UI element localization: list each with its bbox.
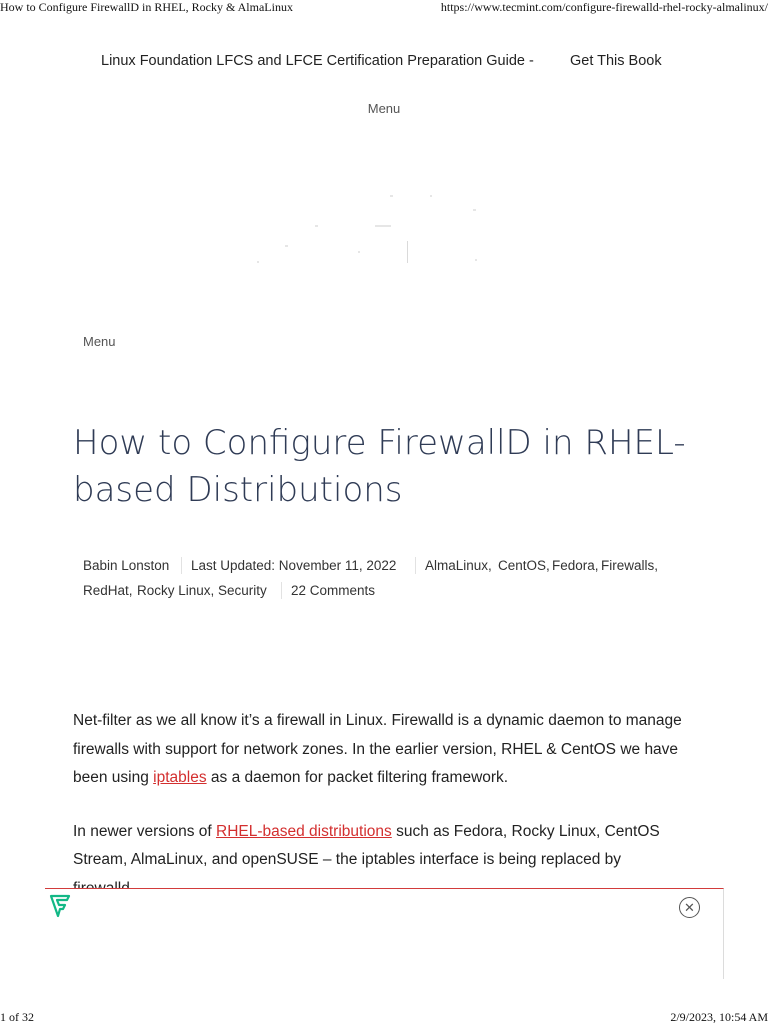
paragraph-text: such as Fedora, Rocky Linux, CentOS Stream, AlmaLinux, and openSUSE – the iptables interface is being replaced by xyxy=(73,822,660,868)
category-redhat[interactable]: RedHat, xyxy=(83,583,133,598)
category-firewalls[interactable]: Firewalls, xyxy=(601,558,659,573)
last-updated: Last Updated: November 11, 2022 xyxy=(191,558,397,573)
main-menu-toggle[interactable]: Menu xyxy=(83,334,116,349)
top-menu-toggle[interactable]: Menu xyxy=(367,101,401,116)
article-title: How to Configure FirewallD in RHEL-based Distributions xyxy=(73,423,686,510)
iptables-link[interactable]: iptables xyxy=(153,769,207,786)
sticky-ad-banner xyxy=(45,888,724,979)
paragraph-text: as a daemon for packet filtering framework. xyxy=(206,769,509,786)
print-page-title: How to Configure FirewallD in RHEL, Rocky & AlmaLinux xyxy=(0,0,293,14)
site-logo[interactable] xyxy=(255,185,485,270)
paragraph-text: Net-filter as we all know it’s a firewall in Linux. Firewalld is a dynamic daemon to manage firewalls with support for network zones. In the earlier version, RHEL & CentOS we have been using xyxy=(73,712,682,786)
rhel-distributions-link[interactable]: RHEL-based distributions xyxy=(216,822,392,840)
meta-divider xyxy=(415,557,416,574)
meta-divider xyxy=(181,557,182,574)
print-page-url: https://www.tecmint.com/configure-firewalld-rhel-rocky-almalinux/ xyxy=(440,0,768,14)
category-centos[interactable]: CentOS, xyxy=(498,558,550,573)
print-footer xyxy=(0,1010,768,1024)
print-timestamp: 2/9/2023, 10:54 AM xyxy=(670,1010,768,1024)
article-meta xyxy=(83,553,683,603)
page-indicator: 1 of 32 xyxy=(0,1010,34,1024)
get-book-link[interactable]: Get This Book xyxy=(570,53,662,69)
category-fedora[interactable]: Fedora, xyxy=(552,558,599,573)
meta-divider xyxy=(281,582,282,599)
freestar-logo-icon xyxy=(49,893,71,919)
close-ad-button[interactable]: ✕ xyxy=(679,897,700,918)
author-link[interactable]: Babin Lonston xyxy=(83,558,170,573)
promo-bar xyxy=(0,53,768,73)
category-almalinux[interactable]: AlmaLinux, xyxy=(425,558,492,573)
paragraph-text: In newer versions of xyxy=(73,822,217,840)
print-header xyxy=(0,0,768,16)
paragraph-intro xyxy=(73,707,685,793)
comments-link[interactable]: 22 Comments xyxy=(291,583,376,598)
category-security[interactable]: Security xyxy=(218,583,267,598)
category-rocky-linux[interactable]: Rocky Linux, xyxy=(137,583,215,598)
promo-text: Linux Foundation LFCS and LFCE Certification Preparation Guide - xyxy=(101,53,534,69)
